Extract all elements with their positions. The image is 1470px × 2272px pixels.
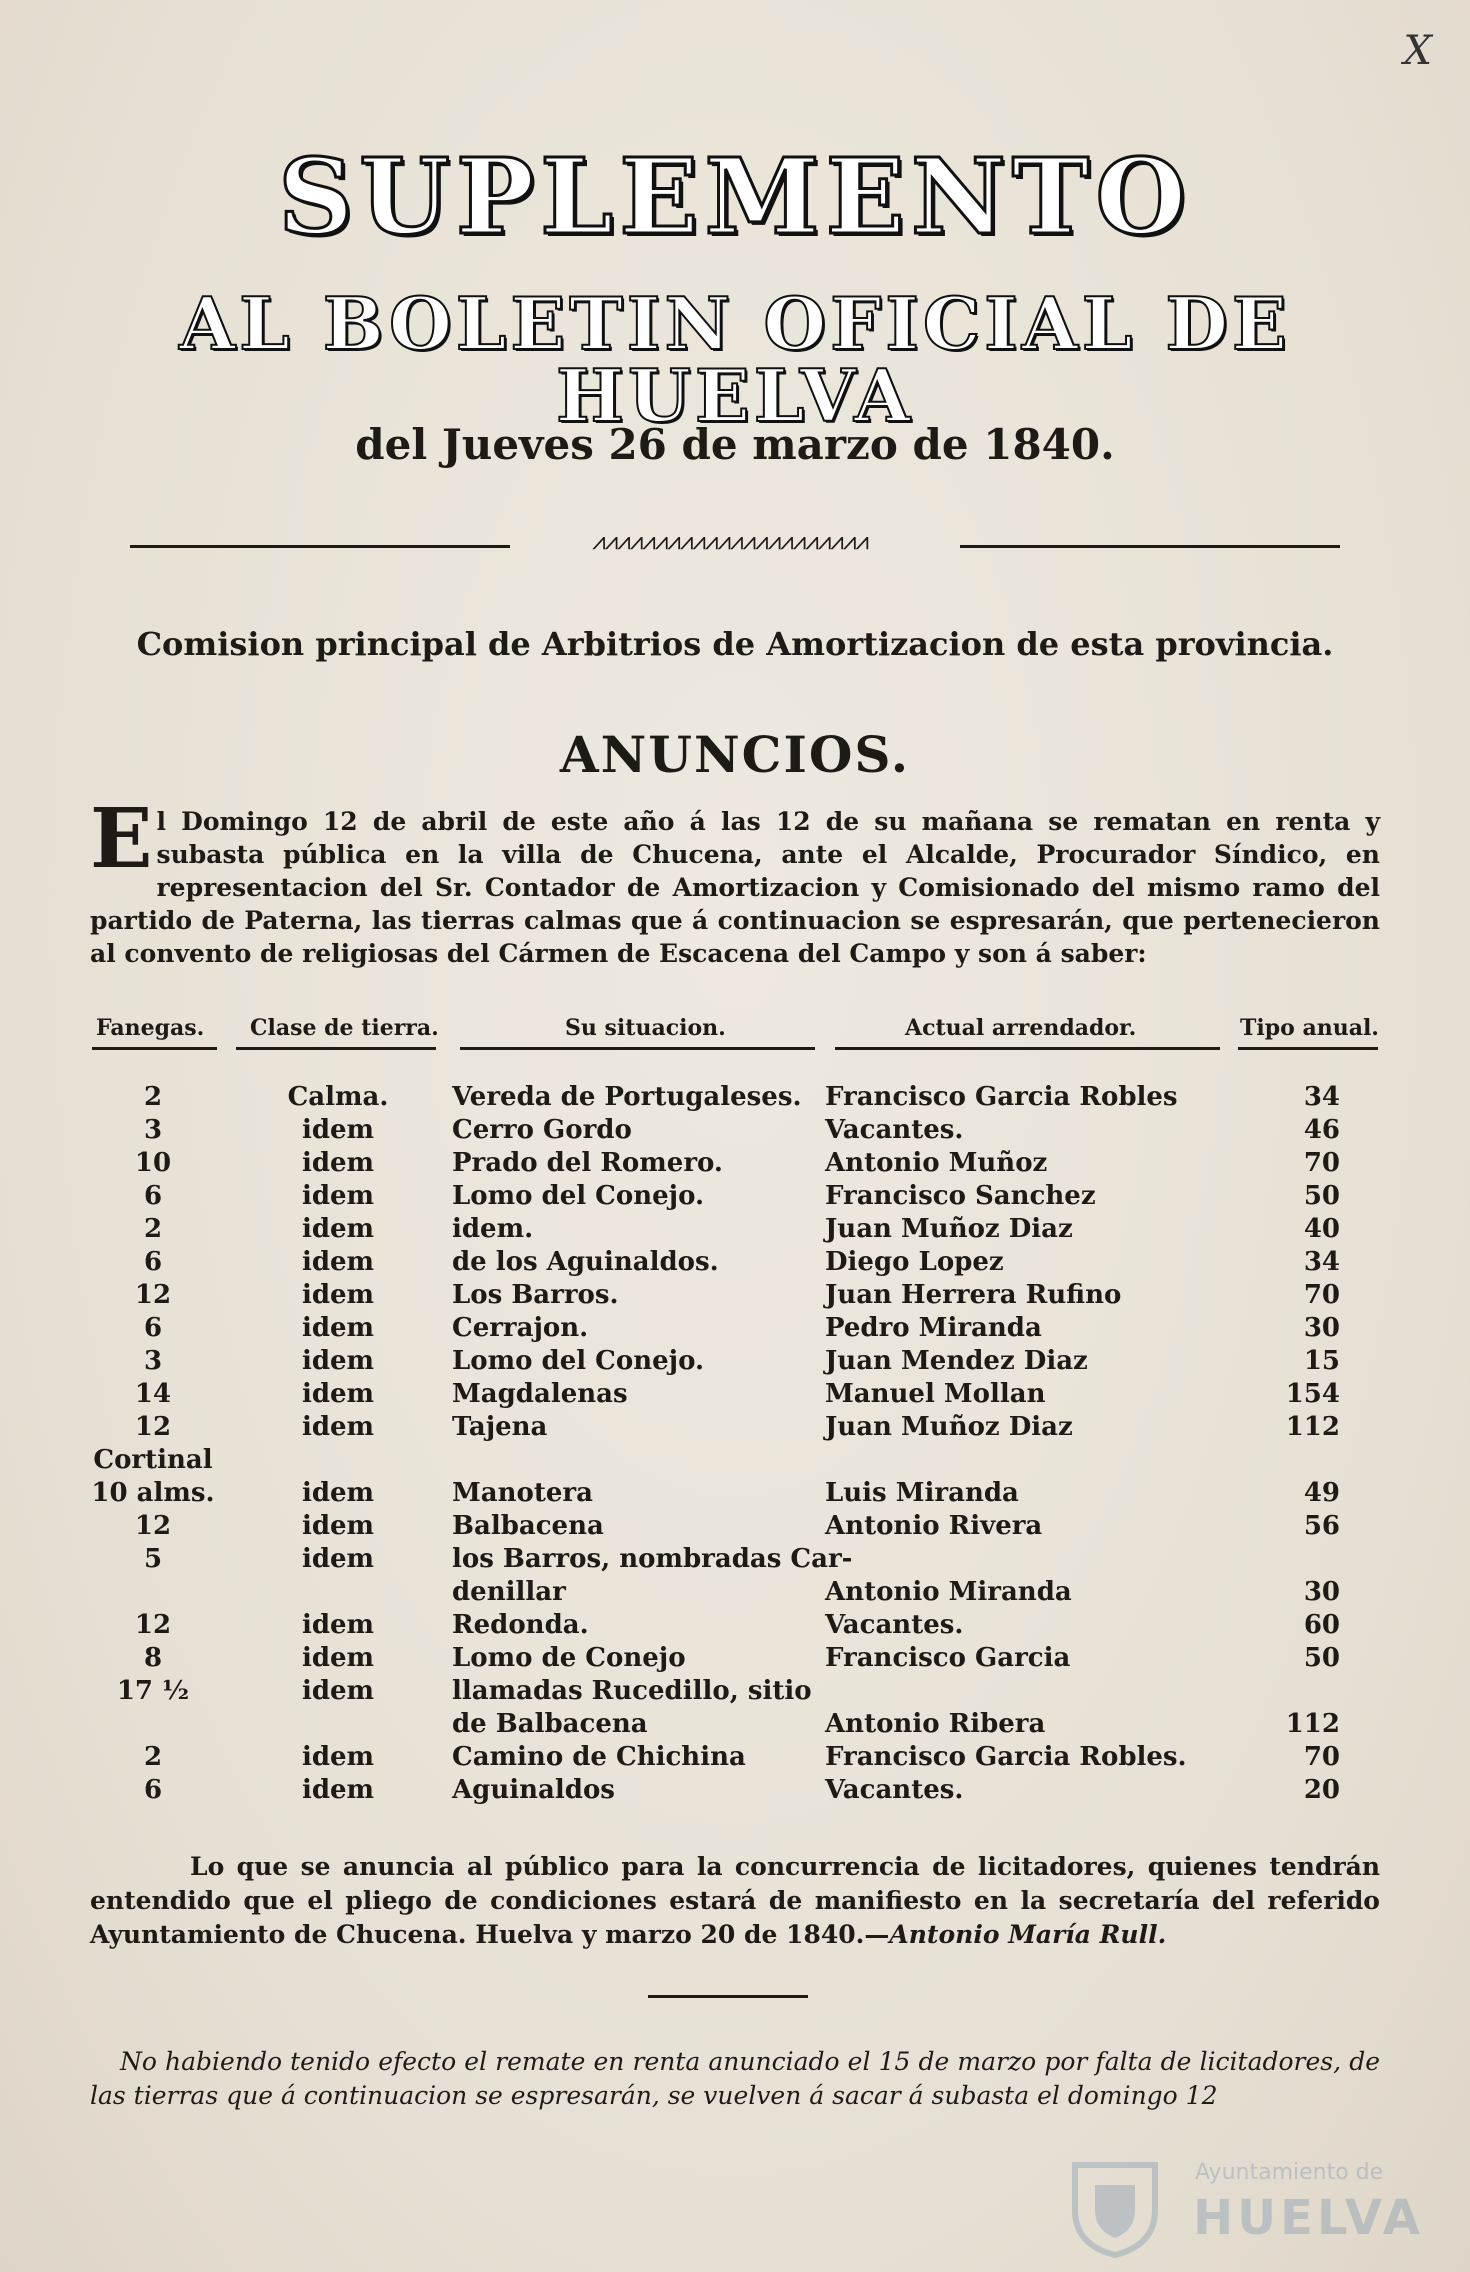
land-table [0,1082,1470,1808]
cell-situacion: Manotera [452,1478,593,1508]
cell-arrendador: Pedro Miranda [825,1313,1042,1343]
cell-fanegas: 12 [134,1280,172,1310]
header-arrendador: Actual arrendador. [905,1015,1137,1041]
table-row [0,1082,1470,1115]
cell-fanegas: 6 [143,1313,163,1343]
cell-fanegas: 2 [143,1214,163,1244]
table-row [0,1412,1470,1445]
city-seal-icon [1065,2150,1165,2260]
cell-tipo: 112 [1285,1709,1340,1739]
cell-arrendador: Diego Lopez [825,1247,1004,1277]
masthead-subtitle: AL BOLETIN OFICIAL DE HUELVA [179,281,1291,438]
cell-tipo: 70 [1303,1148,1340,1178]
cell-situacion: Lomo del Conejo. [452,1346,705,1376]
cell-fanegas: 12 [134,1412,172,1442]
commission-heading: Comision principal de Arbitrios de Amortizacion de esta provincia. [136,625,1334,663]
cell-fanegas: Cortinal [93,1445,213,1475]
table-row [0,1676,1470,1709]
cell-fanegas: 3 [143,1115,163,1145]
cell-clase: idem [301,1610,375,1640]
table-row [0,1709,1470,1742]
cell-fanegas: 10 alms. [91,1478,215,1508]
cell-tipo: 70 [1303,1280,1340,1310]
header-clase: Clase de tierra. [250,1015,439,1041]
table-row [0,1247,1470,1280]
cell-fanegas: 2 [143,1082,163,1112]
cell-arrendador: Manuel Mollan [825,1379,1046,1409]
cell-clase: idem [301,1478,375,1508]
cell-clase: idem [301,1214,375,1244]
cell-clase: idem [301,1247,375,1277]
cell-situacion: Camino de Chichina [452,1742,746,1772]
cell-tipo: 40 [1303,1214,1340,1244]
intro-paragraph [90,791,1380,970]
cell-arrendador: Antonio Ribera [825,1709,1046,1739]
cell-situacion: Aguinaldos [452,1775,615,1805]
cell-tipo: 20 [1303,1775,1340,1805]
cell-situacion: idem. [452,1214,534,1244]
cell-arrendador: Antonio Muñoz [825,1148,1048,1178]
table-row [0,1280,1470,1313]
cell-tipo: 56 [1303,1511,1340,1541]
cell-situacion: Prado del Romero. [452,1148,723,1178]
cell-tipo: 50 [1303,1643,1340,1673]
table-row [0,1214,1470,1247]
cell-clase: idem [301,1775,375,1805]
cell-fanegas: 3 [143,1346,163,1376]
watermark [1065,2150,1445,2260]
table-row [0,1511,1470,1544]
cell-clase: idem [301,1313,375,1343]
cell-situacion: Magdalenas [452,1379,628,1409]
cell-clase: idem [301,1280,375,1310]
table-row [0,1478,1470,1511]
cell-fanegas: 17 ½ [116,1676,190,1706]
cell-tipo: 34 [1303,1247,1340,1277]
section-divider [648,1995,808,1998]
table-row [0,1181,1470,1214]
cell-situacion: Vereda de Portugaleses. [452,1082,802,1112]
header-tipo: Tipo anual. [1240,1015,1379,1041]
cell-clase: Calma. [287,1082,389,1112]
cell-clase: idem [301,1181,375,1211]
cell-clase: idem [301,1676,375,1706]
table-row [0,1775,1470,1808]
cell-clase: idem [301,1148,375,1178]
cell-clase: idem [301,1115,375,1145]
watermark-line2: HUELVA [1193,2190,1424,2246]
cell-tipo: 49 [1303,1478,1340,1508]
cell-tipo: 154 [1285,1379,1340,1409]
cell-arrendador: Francisco Garcia Robles. [825,1742,1187,1772]
table-header [0,1015,1470,1065]
cell-clase: idem [301,1511,375,1541]
cell-situacion: Cerrajon. [452,1313,589,1343]
table-row [0,1346,1470,1379]
masthead-title: SUPLEMENTO [278,135,1192,258]
cell-fanegas: 12 [134,1511,172,1541]
cell-arrendador: Luis Miranda [825,1478,1019,1508]
cell-situacion: Cerro Gordo [452,1115,632,1145]
cell-fanegas: 6 [143,1181,163,1211]
closing-text: Lo que se anuncia al público para la concurrencia de licitadores, quienes tendrán entendido que el pliego de condiciones estará de manifiesto en la secretaría del referido Ayuntamiento de Chucena. Huelva y marzo 20 de 1840.— [90,1852,1380,1949]
cell-situacion: Lomo de Conejo [452,1643,686,1673]
header-fanegas: Fanegas. [96,1015,205,1041]
table-row [0,1643,1470,1676]
table-row [0,1115,1470,1148]
cell-situacion: Los Barros. [452,1280,619,1310]
cell-tipo: 34 [1303,1082,1340,1112]
cell-fanegas: 6 [143,1775,163,1805]
cell-tipo: 30 [1303,1313,1340,1343]
cell-arrendador: Juan Mendez Diaz [825,1346,1088,1376]
table-row [0,1379,1470,1412]
cell-situacion: Tajena [452,1412,548,1442]
cell-tipo: 70 [1303,1742,1340,1772]
cell-arrendador: Vacantes. [825,1115,964,1145]
cell-clase: idem [301,1346,375,1376]
cell-arrendador: Antonio Rivera [825,1511,1043,1541]
cell-situacion: denillar [452,1577,566,1607]
cell-arrendador: Francisco Garcia [825,1643,1071,1673]
cell-fanegas: 12 [134,1610,172,1640]
header-situacion: Su situacion. [565,1015,726,1041]
cell-tipo: 112 [1285,1412,1340,1442]
table-row [0,1610,1470,1643]
cell-fanegas: 14 [134,1379,172,1409]
cell-clase: idem [301,1412,375,1442]
cell-arrendador: Antonio Miranda [825,1577,1072,1607]
cell-arrendador: Francisco Sanchez [825,1181,1096,1211]
cell-arrendador: Juan Muñoz Diaz [825,1412,1073,1442]
cell-clase: idem [301,1544,375,1574]
cell-tipo: 46 [1303,1115,1340,1145]
table-row [0,1577,1470,1610]
closing-paragraph [90,1850,1380,1952]
cell-clase: idem [301,1379,375,1409]
cell-clase: idem [301,1643,375,1673]
cell-situacion: Lomo del Conejo. [452,1181,705,1211]
table-row [0,1544,1470,1577]
cell-tipo: 30 [1303,1577,1340,1607]
cell-situacion: de los Aguinaldos. [452,1247,719,1277]
watermark-line1: Ayuntamiento de [1195,2160,1384,2185]
cell-fanegas: 8 [143,1643,163,1673]
cell-tipo: 60 [1303,1610,1340,1640]
cell-situacion: Redonda. [452,1610,589,1640]
cell-fanegas: 10 [134,1148,172,1178]
cell-fanegas: 6 [143,1247,163,1277]
cell-arrendador: Francisco Garcia Robles [825,1082,1178,1112]
corner-mark: X [1403,28,1432,74]
signature: Antonio María Rull. [889,1920,1167,1949]
table-row [0,1742,1470,1775]
cell-tipo: 15 [1303,1346,1340,1376]
intro-text: l Domingo 12 de abril de este año á las 12 de su mañana se rematan en renta y subasta pública en la villa de Chucena, ante el Alcalde, Procurador Síndico, en representacion del Sr. Contador de Amortizacion y Comisionado del mismo ramo del partido de Paterna, las tierras calmas que á continuacion se espresarán, que pertenecieron al convento de religiosas del Cármen de Escacena del Campo y son á saber: [90,807,1380,968]
table-row [0,1445,1470,1478]
ornament-divider: ⩘⩘⩘⩘⩘⩘⩘⩘⩘⩘⩘⩘⩘⩘⩘⩘⩘⩘⩘⩘⩘⩘ [130,540,1340,552]
cell-situacion: de Balbacena [452,1709,648,1739]
cell-arrendador: Vacantes. [825,1775,964,1805]
table-row [0,1148,1470,1181]
table-row [0,1313,1470,1346]
cell-arrendador: Juan Muñoz Diaz [825,1214,1073,1244]
cell-fanegas: 2 [143,1742,163,1772]
date-line: del Jueves 26 de marzo de 1840. [355,420,1115,469]
bottom-notice: No habiendo tenido efecto el remate en renta anunciado el 15 de marzo por falta de licitadores, de las tierras que á continuacion se espresarán, se vuelven á sacar á subasta el domingo 12 [90,2047,1380,2110]
cell-arrendador: Juan Herrera Rufino [825,1280,1122,1310]
cell-tipo: 50 [1303,1181,1340,1211]
cell-clase: idem [301,1742,375,1772]
cell-fanegas: 5 [143,1544,163,1574]
cell-arrendador: Vacantes. [825,1610,964,1640]
drop-cap: E [90,791,153,887]
cell-situacion: los Barros, nombradas Car- [452,1544,853,1574]
cell-situacion: llamadas Rucedillo, sitio [452,1676,812,1706]
cell-situacion: Balbacena [452,1511,604,1541]
section-title: ANUNCIOS. [559,725,911,784]
